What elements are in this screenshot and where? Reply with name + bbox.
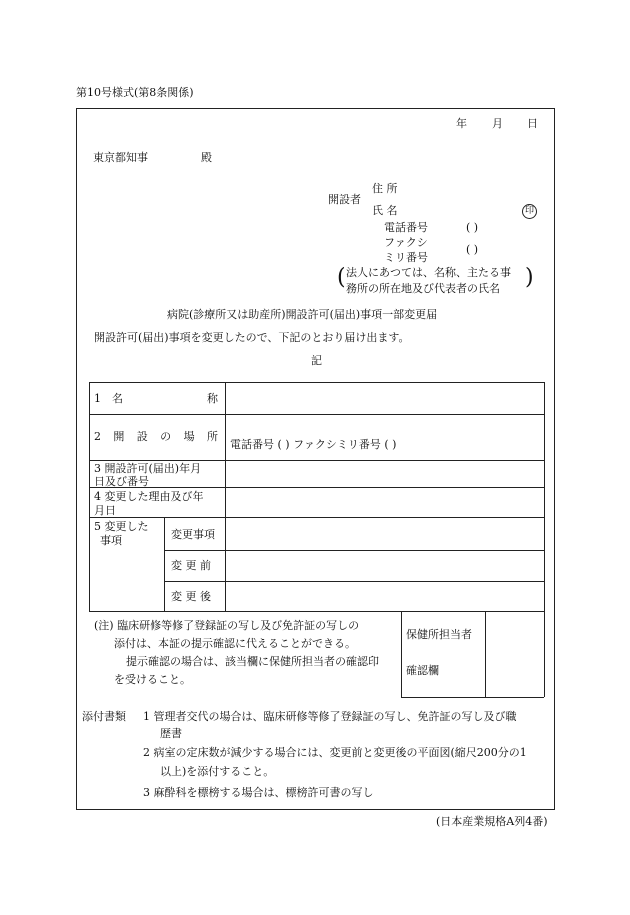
note-line-1: (注) 臨床研修等修了登録証の写し及び免許証の写しの [94,619,360,632]
date-day: 日 [527,117,538,130]
corp-note-1: 法人にあつては、名称、主たる事 [346,266,511,279]
attachment-1-line-1: 1 管理者交代の場合は、臨床研修等修了登録証の写し、免許証の写し及び職 [143,710,517,723]
addressee-honorific: 殿 [201,151,212,164]
table-line [89,382,90,611]
seal-mark: 印 [522,204,537,219]
note-line-2: 添付は、本証の提示確認に代えることができる。 [114,637,356,650]
sub-after: 変 更 後 [171,590,211,603]
table-line [89,460,544,461]
table-line [485,611,486,697]
fax-label-1: ファクシ [384,236,428,249]
applicant-label: 開設者 [328,193,361,206]
addressee-name: 東京都知事 [93,151,148,164]
row4-label-1: 4 変更した理由及び年 [94,490,204,503]
corp-note-2: 務所の所在地及び代表者の氏名 [346,282,500,295]
form-number: 第10号様式(第8条関係) [76,86,194,99]
form-title: 病院(診療所又は助産所)開設許可(届出)事項一部変更届 [167,308,438,321]
table-line [89,517,544,518]
intro-text: 開設許可(届出)事項を変更したので、下記のとおり届け出ます。 [94,331,410,344]
table-line [164,550,544,551]
row2-label: 2 開 設 の 場 所 [94,430,218,443]
table-line [89,487,544,488]
footer-spec: (日本産業規格A列4番) [436,815,548,828]
phone-label: 電話番号 [384,221,428,234]
attachment-1-line-2: 歴書 [160,727,182,740]
row4-label-2: 月日 [94,504,116,517]
note-line-3: 提示確認の場合は、該当欄に保健所担当者の確認印 [126,655,379,668]
phone-paren: ( ) [466,221,479,234]
table-line [401,611,402,697]
attachment-2-line-2: 以上)を添付すること。 [160,765,275,778]
table-line [225,382,226,611]
name-label: 氏 名 [372,204,398,217]
attachments-label: 添付書類 [82,710,126,723]
confirm-label: 確認欄 [406,664,439,677]
sub-change-item: 変更事項 [171,528,215,541]
health-center-label: 保健所担当者 [406,628,472,641]
fax-paren: ( ) [466,243,479,256]
table-line [164,581,544,582]
attachment-3: 3 麻酔科を標榜する場合は、標榜許可書の写し [143,786,374,799]
form-frame [76,108,555,810]
date-year: 年 [456,117,467,130]
ki-label: 記 [311,354,322,367]
table-line [544,382,545,697]
row3-label-1: 3 開設許可(届出)年月 [94,462,202,475]
table-line [164,517,165,611]
table-line [401,697,544,698]
table-line [89,414,544,415]
sub-before: 変 更 前 [171,559,211,572]
attachment-2-line-1: 2 病室の定床数が減少する場合には、変更前と変更後の平面図(縮尺200分の1 [143,746,527,759]
row5-label-2: 事項 [100,534,122,547]
row5-label-1: 5 変更した [94,520,149,533]
row3-label-2: 日及び番号 [94,475,149,488]
brace-left: ( [337,265,346,290]
fax-label-2: ミリ番号 [384,251,428,264]
table-line [89,382,544,383]
date-month: 月 [492,117,503,130]
brace-right: ) [525,265,534,290]
table-line [89,611,544,612]
row2-value: 電話番号 ( ) ファクシミリ番号 ( ) [230,438,397,451]
note-line-4: を受けること。 [114,673,191,686]
address-label: 住 所 [372,182,398,195]
row1-label: 1 名 称 [94,392,218,405]
